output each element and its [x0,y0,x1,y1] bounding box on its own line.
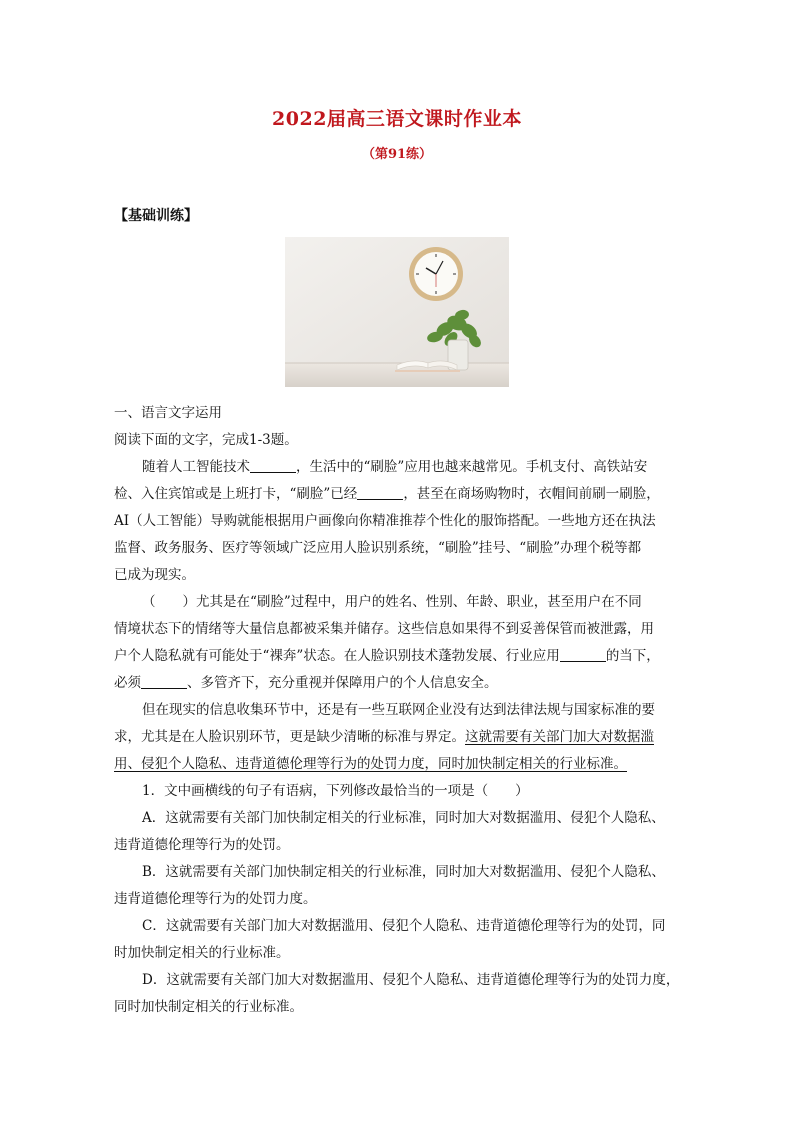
clock-plant-photo [285,237,509,387]
fill-blank [357,485,403,500]
fill-blank [141,674,187,689]
fill-blank [560,647,606,662]
paragraph-2-line: 情境状态下的情绪等大量信息都被采集并储存。这些信息如果得不到妥善保管而被泄露，用 [114,621,654,637]
option-d: D．这就需要有关部门加大对数据滥用、侵犯个人隐私、违背道德伦理等行为的处罚力度， [142,972,680,988]
photo-illustration [285,237,509,387]
option-c-cont: 时加快制定相关的行业标准。 [114,945,290,961]
option-b: B．这就需要有关部门加快制定相关的行业标准，同时加大对数据滥用、侵犯个人隐私、 [142,864,665,880]
fill-blank [250,458,296,473]
paragraph-3-line: 求，尤其是在人脸识别环节，更是缺少清晰的标准与界定。这就需要有关部门加大对数据滥 [114,729,654,745]
underlined-sentence: 这就需要有关部门加大对数据滥 [465,729,654,745]
option-a-cont: 违背道德伦理等行为的处罚。 [114,837,290,853]
paragraph-2-line: 必须 、多管齐下，充分重视并保障用户的个人信息安全。 [114,675,498,691]
page-title: 2022届高三语文课时作业本 [272,108,522,130]
paragraph-2-line: （ ）尤其是在“刷脸”过程中，用户的姓名、性别、年龄、职业，甚至用户在不同 [142,594,642,610]
page-subtitle: （第91练） [361,147,433,162]
paragraph-1-line: 检、入住宾馆或是上班打卡，“刷脸”已经 ，甚至在商场购物时，衣帽间前刷一刷脸， [114,486,660,502]
reading-passage [114,400,680,1021]
question-stem: 1．文中画横线的句子有语病，下列修改最恰当的一项是（ ） [142,783,529,799]
option-d-cont: 同时加快制定相关的行业标准。 [114,999,303,1015]
part-heading: 一、语言文字运用 [114,405,222,421]
option-b-cont: 违背道德伦理等行为的处罚力度。 [114,891,317,907]
paragraph-1-line: 已成为现实。 [114,567,195,583]
paragraph-3-line [114,751,680,778]
underlined-sentence: 用、侵犯个人隐私、违背道德伦理等行为的处罚力度，同时加快制定相关的行业标准。 [114,756,627,772]
paragraph-1-line: 监督、政务服务、医疗等领域广泛应用人脸识别系统，“刷脸”挂号、“刷脸”办理个税等都 [114,540,642,556]
paragraph-1-line: 随着人工智能技术 ，生活中的“刷脸”应用也越来越常见。手机支付、高铁站安 [142,459,648,475]
paragraph-2-line: 户个人隐私就有可能处于“裸奔”状态。在人脸识别技术蓬勃发展、行业应用 的当下， [114,648,660,664]
option-a: A．这就需要有关部门加快制定相关的行业标准，同时加大对数据滥用、侵犯个人隐私、 [142,810,665,826]
instruction-text: 阅读下面的文字，完成1-3题。 [114,432,298,448]
paragraph-1-line: AI（人工智能）导购就能根据用户画像向你精准推荐个性化的服饰搭配。一些地方还在执法 [114,513,656,529]
section-label: 【基础训练】 [114,208,198,224]
option-c: C．这就需要有关部门加大对数据滥用、侵犯个人隐私、违背道德伦理等行为的处罚，同 [142,918,666,934]
paragraph-3-line: 但在现实的信息收集环节中，还是有一些互联网企业没有达到法律法规与国家标准的要 [142,702,655,718]
